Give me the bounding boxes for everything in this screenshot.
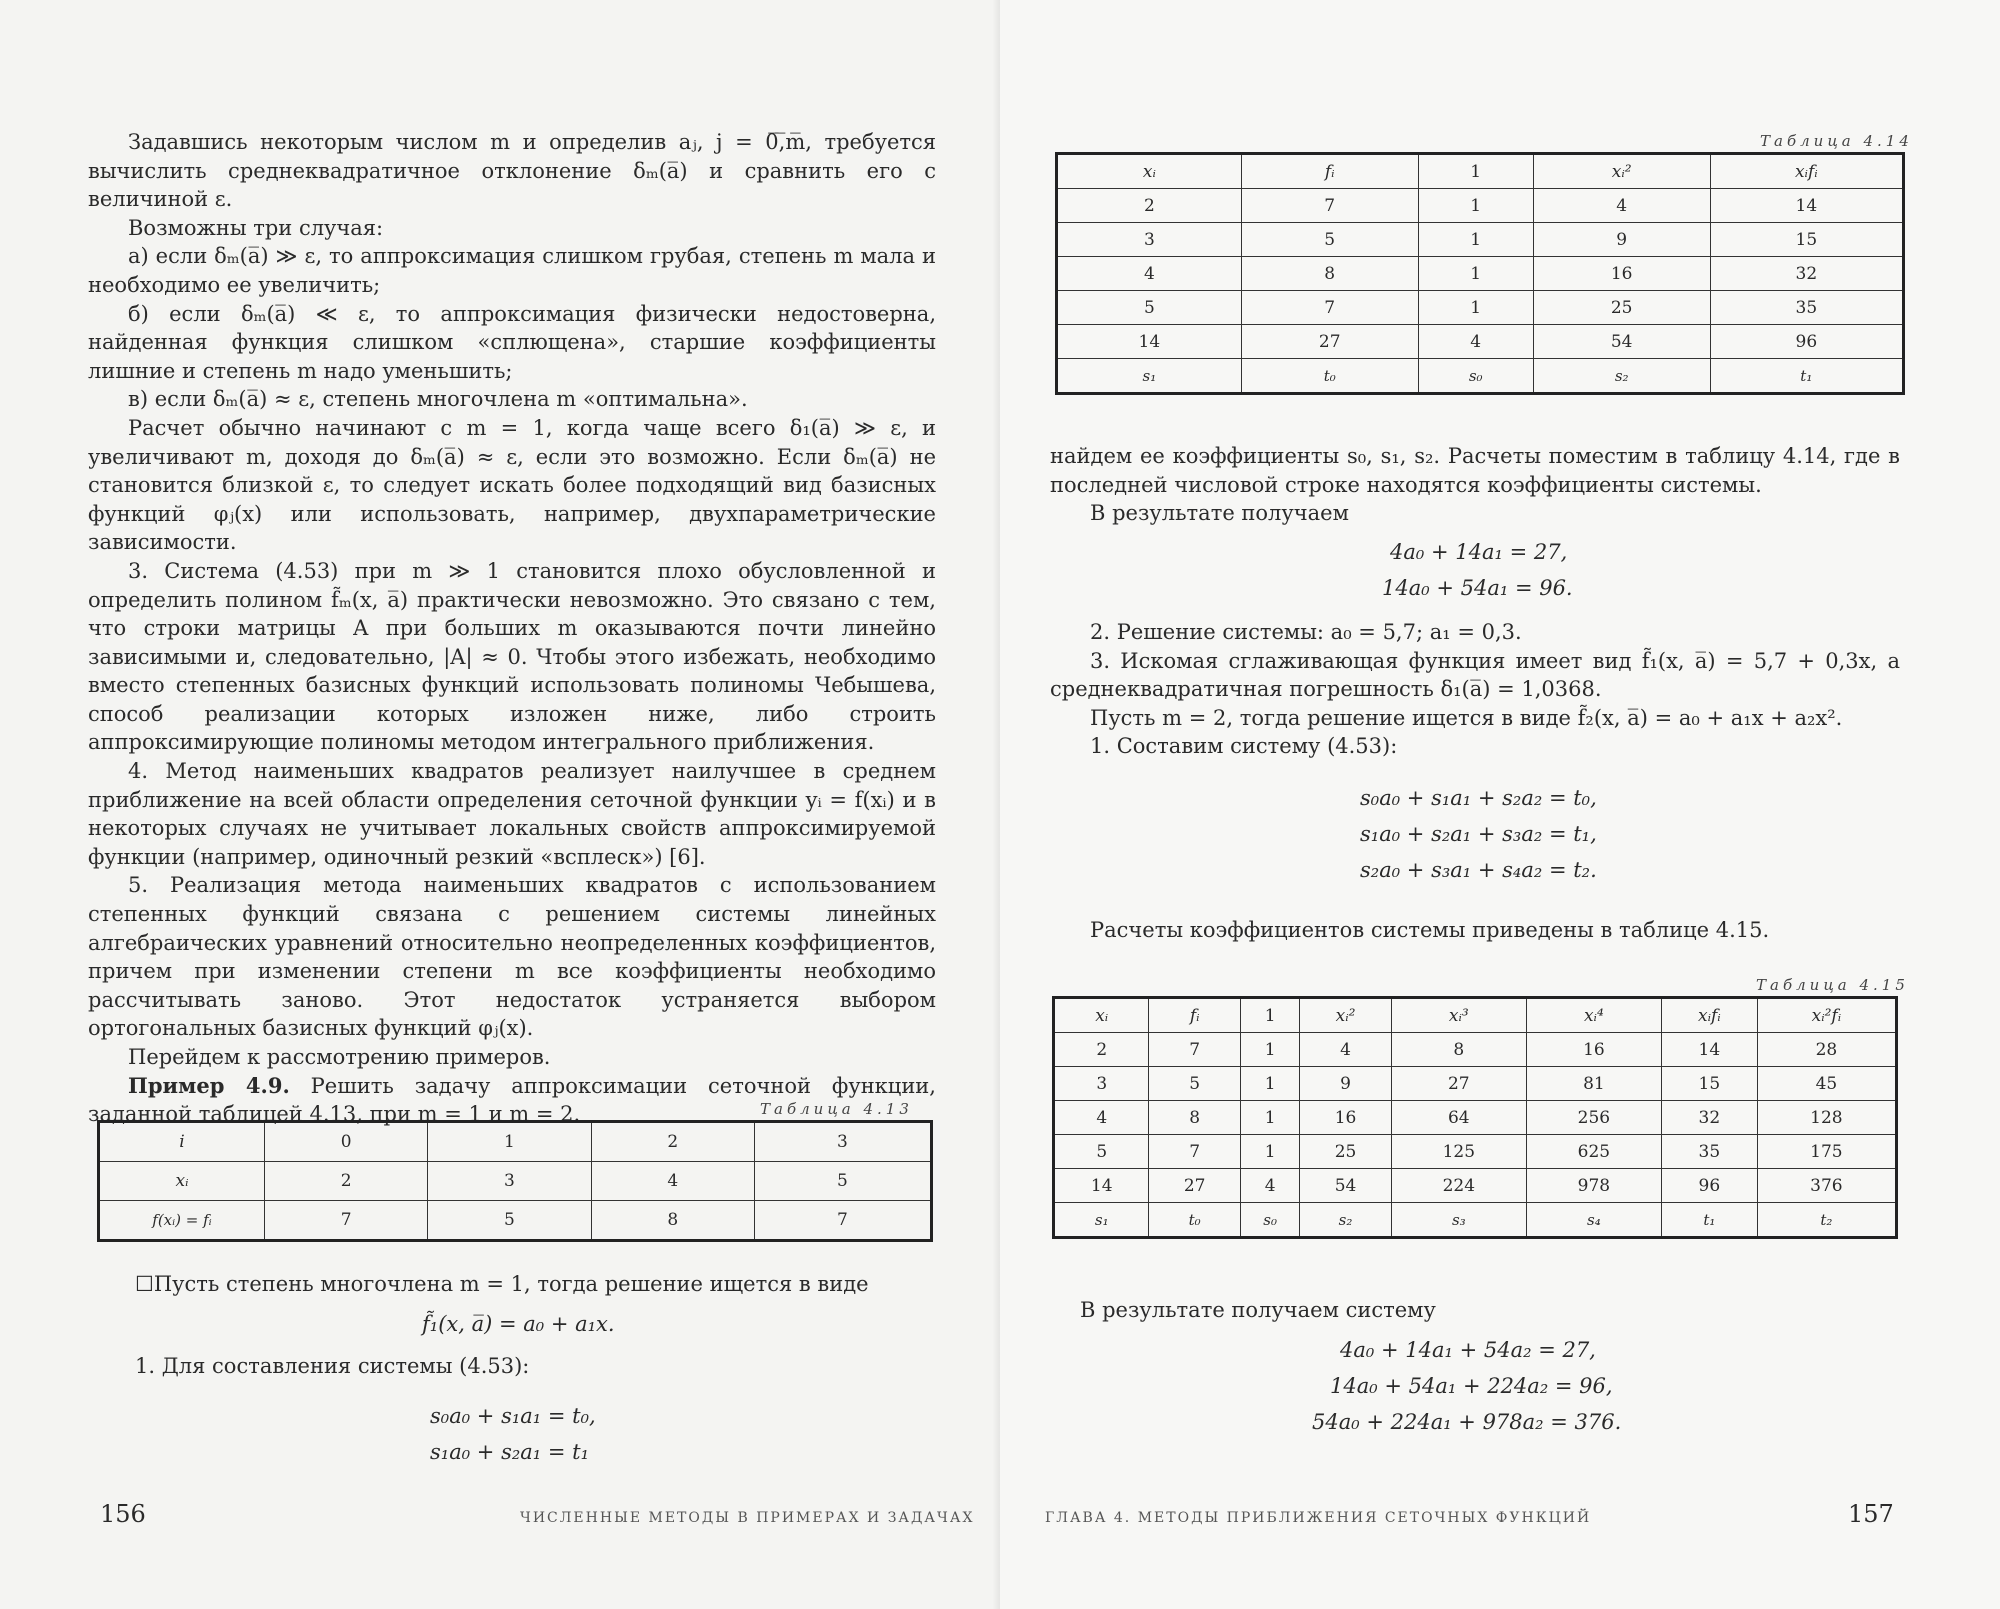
- right-text-block-1: [1050, 442, 1900, 528]
- table-cell: i: [99, 1122, 265, 1162]
- table-413-caption: Таблица 4.13: [760, 1100, 913, 1118]
- table-header-cell: xᵢ: [1054, 998, 1149, 1033]
- table-415-caption: Таблица 4.15: [1756, 976, 1909, 994]
- equation: s₀a₀ + s₁a₁ = t₀,: [430, 1404, 596, 1428]
- table-cell: 4: [591, 1162, 754, 1201]
- table-cell: 3: [754, 1122, 931, 1162]
- table-cell: 256: [1526, 1101, 1661, 1135]
- table-cell: 1: [1240, 1067, 1299, 1101]
- table-cell: t₂: [1757, 1203, 1896, 1238]
- table-cell: f(xᵢ) = fᵢ: [99, 1201, 265, 1241]
- equation: 14a₀ + 54a₁ = 96.: [1382, 576, 1573, 600]
- table-row: [1054, 1101, 1897, 1135]
- table-header-cell: xᵢfᵢ: [1710, 154, 1903, 189]
- table-cell: 27: [1241, 325, 1418, 359]
- table-cell: 7: [1241, 189, 1418, 223]
- equation: s₀a₀ + s₁a₁ + s₂a₂ = t₀,: [1360, 786, 1597, 810]
- table-cell: 81: [1526, 1067, 1661, 1101]
- table-cell: 9: [1300, 1067, 1391, 1101]
- paragraph: Задавшись некоторым числом m и определив aⱼ, j = 0̅,̅m̅, требуется вычислить среднеквадратичное отклонение δₘ(a̅) и сравнить его с величиной ε.: [88, 130, 936, 212]
- paragraph: 2. Решение системы: a₀ = 5,7; a₁ = 0,3.: [1090, 620, 1522, 644]
- table-cell: 5: [1054, 1135, 1149, 1169]
- table-cell: t₁: [1661, 1203, 1757, 1238]
- step-text: [135, 1352, 935, 1381]
- table-cell: 1: [428, 1122, 591, 1162]
- table-row: [1054, 1067, 1897, 1101]
- right-text-block-2: [1050, 618, 1900, 761]
- table-cell: 15: [1661, 1067, 1757, 1101]
- paragraph: Перейдем к рассмотрению примеров.: [128, 1045, 551, 1069]
- table-row: [1054, 1033, 1897, 1067]
- table-cell: 27: [1391, 1067, 1526, 1101]
- table-cell: 1: [1240, 1033, 1299, 1067]
- table-header-cell: xᵢ⁴: [1526, 998, 1661, 1033]
- table-row: [1057, 189, 1904, 223]
- table-cell: 1: [1240, 1135, 1299, 1169]
- table-row: [1057, 359, 1904, 394]
- paragraph: 1. Для составления системы (4.53):: [135, 1354, 530, 1378]
- paragraph: а) если δₘ(a̅) ≫ ε, то аппроксимация слишком грубая, степень m мала и необходимо ее увеличить;: [88, 244, 936, 297]
- table-header-cell: 1: [1240, 998, 1299, 1033]
- table-cell: 128: [1757, 1101, 1896, 1135]
- table-cell: 7: [1149, 1033, 1240, 1067]
- table-cell: 7: [754, 1201, 931, 1241]
- equation: f̃₁(x, a̅) = a₀ + a₁x.: [422, 1312, 615, 1336]
- table-row: [1057, 325, 1904, 359]
- table-cell: 4: [1240, 1169, 1299, 1203]
- table-cell: 5: [1057, 291, 1242, 325]
- paragraph: 5. Реализация метода наименьших квадратов с использованием степенных функций связана с решением системы линейных алгебраических уравнений относительно неопределенных коэффициентов, причем при изменении степени m все коэффициенты необходимо рассчитывать заново. Этот недостаток устраняется выбором ортогональных базисных функций φⱼ(x).: [88, 873, 936, 1041]
- paragraph: Возможны три случая:: [128, 215, 384, 240]
- table-cell: 2: [265, 1162, 428, 1201]
- table-row: [99, 1201, 932, 1241]
- table-cell: 35: [1710, 291, 1903, 325]
- right-text-block-3: [1050, 916, 1900, 945]
- table-cell: 1: [1418, 291, 1533, 325]
- table-cell: s₂: [1300, 1203, 1391, 1238]
- table-cell: 978: [1526, 1169, 1661, 1203]
- table-cell: 9: [1533, 223, 1710, 257]
- table-row: [1054, 1169, 1897, 1203]
- table-header-cell: fᵢ: [1149, 998, 1240, 1033]
- equation: 4a₀ + 14a₁ + 54a₂ = 27,: [1340, 1338, 1596, 1362]
- table-cell: 7: [1241, 291, 1418, 325]
- table-row: [99, 1162, 932, 1201]
- table-414: [1055, 152, 1905, 395]
- table-cell: 2: [1057, 189, 1242, 223]
- example-text: Решить задачу аппроксимации сеточной функции, заданной таблицей 4.13, при m = 1 и m = 2.: [88, 1073, 936, 1127]
- table-cell: 5: [754, 1162, 931, 1201]
- table-cell: 4: [1418, 325, 1533, 359]
- paragraph: 3. Система (4.53) при m ≫ 1 становится плохо обусловленной и определить полином f̃ₘ(x, a̅) практически невозможно. Это связано с тем, что строки матрицы A при больших m оказываются почти линейно зависимыми и, следовательно, |A| ≈ 0. Чтобы этого избежать, необходимо вместо степенных базисных функций использовать полиномы Чебышева, способ реализации которых изложен ниже, либо строить аппроксимирующие полиномы методом интегрального приближения.: [88, 558, 936, 755]
- table-cell: 16: [1533, 257, 1710, 291]
- table-cell: 8: [591, 1201, 754, 1241]
- paragraph: найдем ее коэффициенты s₀, s₁, s₂. Расчеты поместим в таблицу 4.14, где в последней числовой строке находятся коэффициенты системы.: [1050, 444, 1900, 497]
- table-header-cell: xᵢ³: [1391, 998, 1526, 1033]
- table-cell: 3: [1057, 223, 1242, 257]
- table-cell: 14: [1710, 189, 1903, 223]
- table-cell: 14: [1057, 325, 1242, 359]
- table-cell: 25: [1300, 1135, 1391, 1169]
- table-cell: 5: [1149, 1067, 1240, 1101]
- table-row: [1054, 1203, 1897, 1238]
- paragraph: В результате получаем: [1090, 501, 1349, 526]
- table-cell: 25: [1533, 291, 1710, 325]
- table-cell: 32: [1710, 257, 1903, 291]
- equation: 14a₀ + 54a₁ + 224a₂ = 96,: [1330, 1374, 1613, 1398]
- table-cell: 32: [1661, 1101, 1757, 1135]
- equation: s₂a₀ + s₃a₁ + s₄a₂ = t₂.: [1360, 858, 1597, 882]
- table-cell: 28: [1757, 1033, 1896, 1067]
- table-cell: 1: [1240, 1101, 1299, 1135]
- table-cell: 625: [1526, 1135, 1661, 1169]
- paragraph: Расчет обычно начинают с m = 1, когда чаще всего δ₁(a̅) ≫ ε, и увеличивают m, доходя до δₘ(a̅) ≈ ε, если это возможно. Если δₘ(a̅) не становится близкой ε, то следует искать более подходящий вид базисных функций φⱼ(x) или использовать, например, двухпараметрические зависимости.: [88, 415, 936, 555]
- table-header-cell: xᵢ²fᵢ: [1757, 998, 1896, 1033]
- table-cell: 54: [1300, 1169, 1391, 1203]
- table-cell: s₃: [1391, 1203, 1526, 1238]
- left-body-text: [88, 128, 936, 1129]
- paragraph: Пусть m = 2, тогда решение ищется в виде f̃₂(x, a̅) = a₀ + a₁x + a₂x².: [1090, 705, 1843, 730]
- table-cell: 16: [1526, 1033, 1661, 1067]
- running-head: ГЛАВА 4. МЕТОДЫ ПРИБЛИЖЕНИЯ СЕТОЧНЫХ ФУНКЦИЙ: [1045, 1510, 1592, 1526]
- right-text-block-4: [1080, 1296, 1880, 1325]
- table-cell: xᵢ: [99, 1162, 265, 1201]
- table-cell: 27: [1149, 1169, 1240, 1203]
- table-cell: 175: [1757, 1135, 1896, 1169]
- table-header-row: [1057, 154, 1904, 189]
- paragraph: в) если δₘ(a̅) ≈ ε, степень многочлена m «оптимальна».: [128, 387, 748, 412]
- table-cell: 54: [1533, 325, 1710, 359]
- table-cell: 0: [265, 1122, 428, 1162]
- paragraph: 1. Составим систему (4.53):: [1090, 734, 1398, 759]
- table-row: [1057, 291, 1904, 325]
- table-row: [1057, 223, 1904, 257]
- paragraph: ☐Пусть степень многочлена m = 1, тогда решение ищется в виде: [135, 1272, 869, 1296]
- table-header-row: [1054, 998, 1897, 1033]
- table-cell: 224: [1391, 1169, 1526, 1203]
- table-header-cell: xᵢ²: [1533, 154, 1710, 189]
- table-cell: 7: [1149, 1135, 1240, 1169]
- table-cell: t₀: [1149, 1203, 1240, 1238]
- paragraph: 3. Искомая сглаживающая функция имеет вид f̃₁(x, a̅) = 5,7 + 0,3x, а среднеквадратичная погрешность δ₁(a̅) = 1,0368.: [1050, 648, 1900, 702]
- table-row: [1054, 1135, 1897, 1169]
- table-cell: s₀: [1418, 359, 1533, 394]
- table-row: [99, 1122, 932, 1162]
- table-header-cell: xᵢfᵢ: [1661, 998, 1757, 1033]
- table-415: [1052, 996, 1898, 1239]
- table-row: [1057, 257, 1904, 291]
- table-cell: 45: [1757, 1067, 1896, 1101]
- table-cell: 14: [1661, 1033, 1757, 1067]
- equation: 4a₀ + 14a₁ = 27,: [1390, 540, 1568, 564]
- paragraph: 4. Метод наименьших квадратов реализует наилучшее в среднем приближение на всей области определения сеточной функции yᵢ = f(xᵢ) и в некоторых случаях не учитывает локальных свойств аппроксимируемой функции (например, одиночный резкий «всплеск») [6].: [88, 759, 936, 869]
- table-cell: 96: [1710, 325, 1903, 359]
- table-cell: 4: [1533, 189, 1710, 223]
- table-cell: s₀: [1240, 1203, 1299, 1238]
- page-number: 157: [1848, 1500, 1894, 1528]
- table-cell: 5: [1241, 223, 1418, 257]
- equation: s₁a₀ + s₂a₁ = t₁: [430, 1440, 590, 1464]
- after-table-text: [135, 1270, 935, 1299]
- table-cell: 4: [1300, 1033, 1391, 1067]
- right-page: [1000, 0, 2000, 1609]
- table-cell: 376: [1757, 1169, 1896, 1203]
- page-number: 156: [100, 1500, 146, 1528]
- table-cell: 4: [1054, 1101, 1149, 1135]
- table-cell: 1: [1418, 257, 1533, 291]
- table-header-cell: xᵢ²: [1300, 998, 1391, 1033]
- table-cell: 1: [1418, 189, 1533, 223]
- table-cell: 5: [428, 1201, 591, 1241]
- table-cell: 7: [265, 1201, 428, 1241]
- table-cell: s₁: [1057, 359, 1242, 394]
- table-cell: s₂: [1533, 359, 1710, 394]
- paragraph: б) если δₘ(a̅) ≪ ε, то аппроксимация физически недостоверна, найденная функция слишком «сплющена», старшие коэффициенты лишние и степень m надо уменьшить;: [88, 301, 936, 383]
- table-header-cell: 1: [1418, 154, 1533, 189]
- table-cell: s₁: [1054, 1203, 1149, 1238]
- equation: 54a₀ + 224a₁ + 978a₂ = 376.: [1312, 1410, 1622, 1434]
- table-cell: 8: [1149, 1101, 1240, 1135]
- table-cell: 2: [1054, 1033, 1149, 1067]
- table-cell: 8: [1391, 1033, 1526, 1067]
- table-cell: 3: [1054, 1067, 1149, 1101]
- table-cell: s₄: [1526, 1203, 1661, 1238]
- table-header-cell: xᵢ: [1057, 154, 1242, 189]
- table-cell: 2: [591, 1122, 754, 1162]
- table-414-caption: Таблица 4.14: [1760, 132, 1913, 150]
- table-cell: 4: [1057, 257, 1242, 291]
- table-cell: 16: [1300, 1101, 1391, 1135]
- table-cell: 15: [1710, 223, 1903, 257]
- table-header-cell: fᵢ: [1241, 154, 1418, 189]
- paragraph: Расчеты коэффициентов системы приведены в таблице 4.15.: [1090, 918, 1770, 942]
- running-head: ЧИСЛЕННЫЕ МЕТОДЫ В ПРИМЕРАХ И ЗАДАЧАХ: [520, 1510, 975, 1526]
- example-label: Пример 4.9.: [128, 1072, 290, 1098]
- table-cell: 96: [1661, 1169, 1757, 1203]
- table-cell: t₁: [1710, 359, 1903, 394]
- table-413: [97, 1120, 933, 1242]
- equation: s₁a₀ + s₂a₁ + s₃a₂ = t₁,: [1360, 822, 1597, 846]
- table-cell: 1: [1418, 223, 1533, 257]
- table-cell: 14: [1054, 1169, 1149, 1203]
- table-cell: 35: [1661, 1135, 1757, 1169]
- table-cell: 125: [1391, 1135, 1526, 1169]
- table-cell: 8: [1241, 257, 1418, 291]
- table-cell: t₀: [1241, 359, 1418, 394]
- table-cell: 64: [1391, 1101, 1526, 1135]
- table-cell: 3: [428, 1162, 591, 1201]
- paragraph: В результате получаем систему: [1080, 1298, 1436, 1322]
